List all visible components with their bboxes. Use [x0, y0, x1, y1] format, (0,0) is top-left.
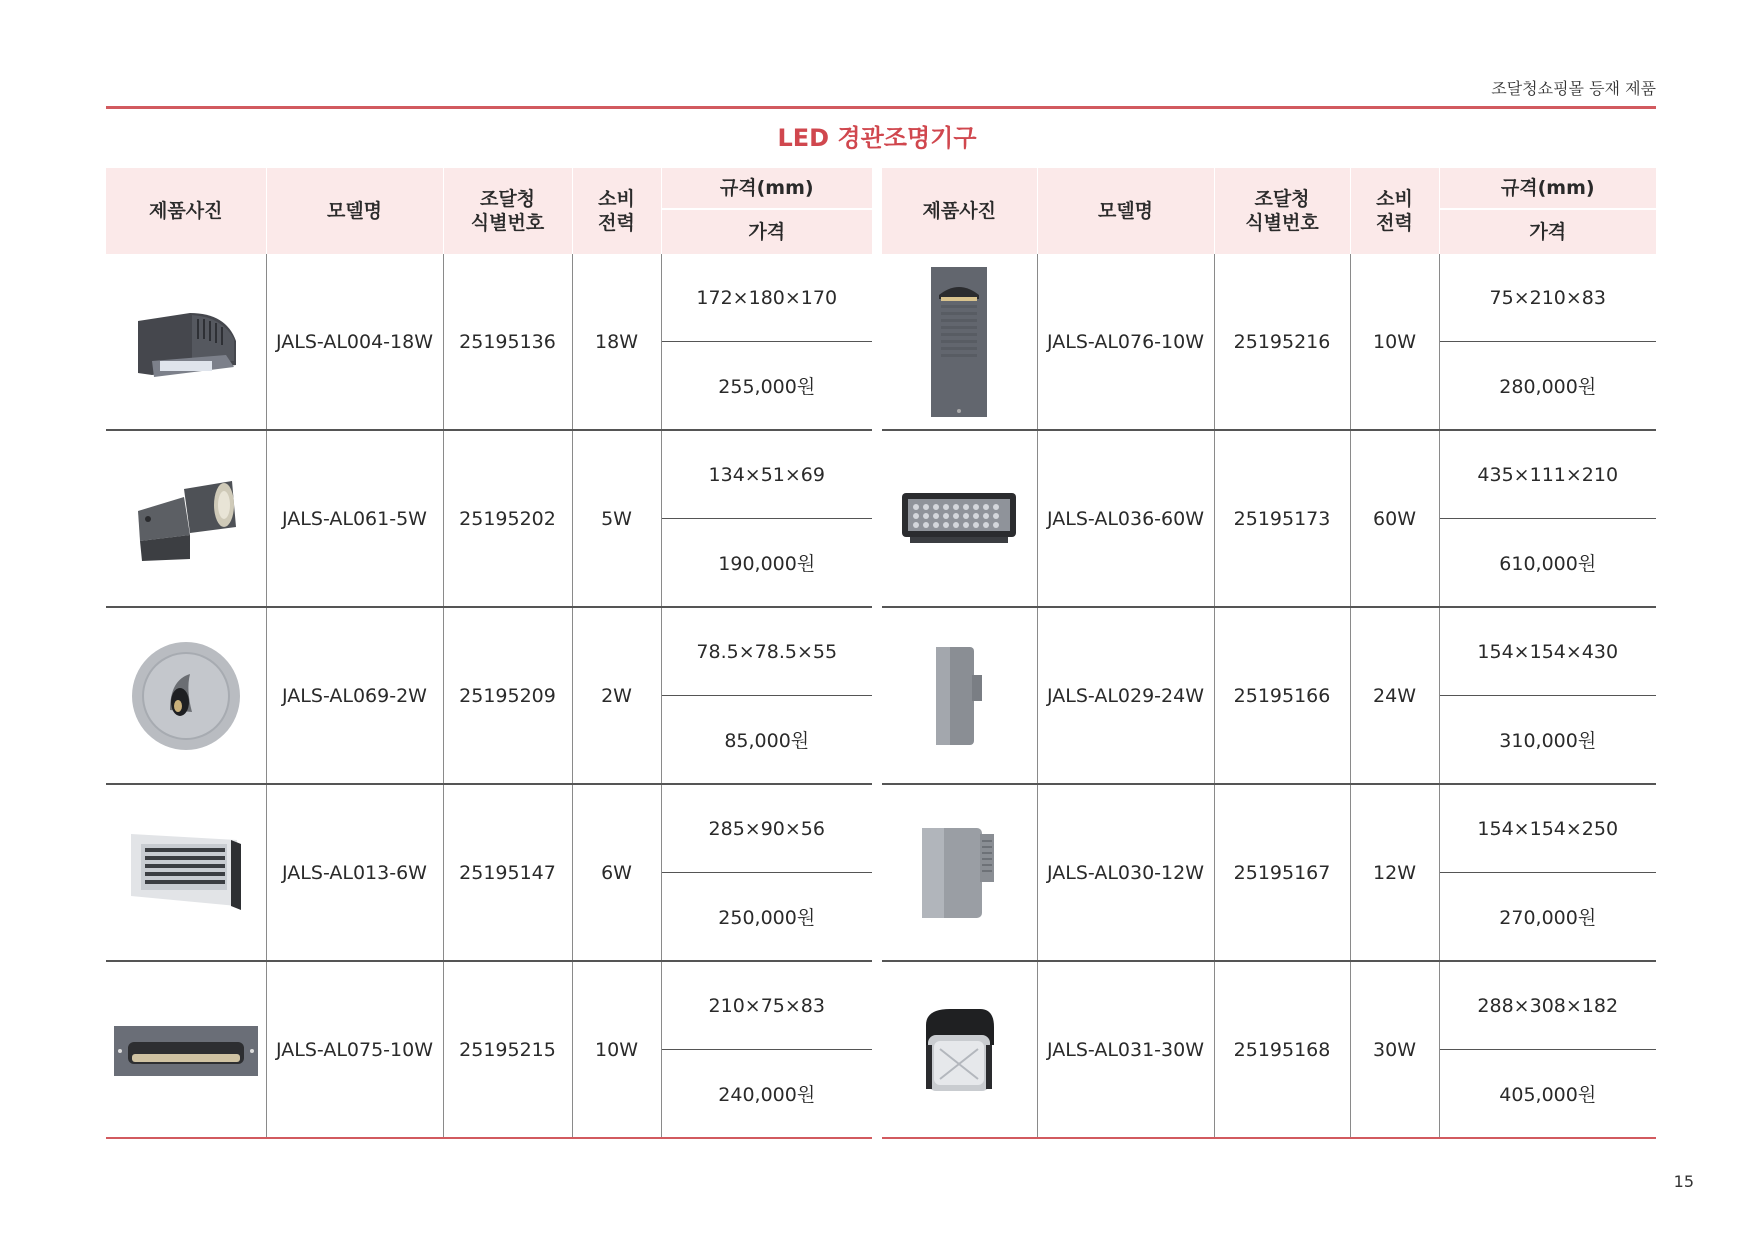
louvered-step-light-icon — [127, 830, 245, 916]
col-photo: 제품사진 — [882, 168, 1037, 254]
procurement-id: 25195215 — [443, 961, 572, 1138]
price: 240,000원 — [661, 1050, 872, 1139]
procurement-id: 25195167 — [1214, 784, 1350, 961]
product-table-left — [106, 168, 872, 1139]
product-photo — [882, 607, 1037, 784]
spot-light-icon — [128, 469, 244, 569]
bollard-wall-light-icon — [929, 265, 989, 419]
model-name: JALS-AL030-12W — [1037, 784, 1214, 961]
power: 60W — [1350, 430, 1439, 607]
spec: 435×111×210 — [1439, 430, 1656, 519]
product-photo — [882, 430, 1037, 607]
model-name: JALS-AL029-24W — [1037, 607, 1214, 784]
price: 255,000원 — [661, 342, 872, 431]
power: 6W — [572, 784, 661, 961]
short-cylinder-wall-light-icon — [920, 824, 998, 922]
cylinder-wall-light-icon — [934, 645, 984, 747]
power: 30W — [1350, 961, 1439, 1138]
product-photo — [882, 784, 1037, 961]
round-step-light-icon — [130, 640, 242, 752]
procurement-id: 25195173 — [1214, 430, 1350, 607]
col-power: 소비 전력 — [1350, 168, 1439, 254]
spec: 75×210×83 — [1439, 254, 1656, 342]
procurement-id: 25195168 — [1214, 961, 1350, 1138]
col-spec: 규격(mm) — [661, 168, 872, 209]
power: 10W — [572, 961, 661, 1138]
recessed-step-light-icon — [114, 1022, 258, 1078]
model-name: JALS-AL031-30W — [1037, 961, 1214, 1138]
page-title: LED 경관조명기구 — [777, 124, 977, 152]
header-divider — [106, 106, 1656, 109]
product-photo — [882, 961, 1037, 1138]
model-name: JALS-AL069-2W — [266, 607, 443, 784]
col-model: 모델명 — [1037, 168, 1214, 254]
catalog-label: 조달청쇼핑몰 등재 제품 — [1491, 79, 1656, 98]
led-floodlight-icon — [900, 489, 1018, 549]
power: 12W — [1350, 784, 1439, 961]
model-name: JALS-AL075-10W — [266, 961, 443, 1138]
col-id: 조달청 식별번호 — [443, 168, 572, 254]
wall-pack-light-icon — [920, 1005, 998, 1095]
procurement-id: 25195216 — [1214, 254, 1350, 430]
model-name: JALS-AL061-5W — [266, 430, 443, 607]
col-spec: 규격(mm) — [1439, 168, 1656, 209]
page-number: 15 — [1673, 1172, 1694, 1191]
model-name: JALS-AL076-10W — [1037, 254, 1214, 430]
power: 10W — [1350, 254, 1439, 430]
price: 610,000원 — [1439, 519, 1656, 608]
product-photo — [882, 254, 1037, 430]
spec: 154×154×250 — [1439, 784, 1656, 873]
procurement-id: 25195166 — [1214, 607, 1350, 784]
spec: 285×90×56 — [661, 784, 872, 873]
price: 405,000원 — [1439, 1050, 1656, 1139]
product-photo — [106, 961, 266, 1138]
flood-light-icon — [130, 299, 242, 385]
procurement-id: 25195209 — [443, 607, 572, 784]
model-name: JALS-AL036-60W — [1037, 430, 1214, 607]
spec: 210×75×83 — [661, 961, 872, 1050]
price: 190,000원 — [661, 519, 872, 608]
spec: 154×154×430 — [1439, 607, 1656, 696]
procurement-id: 25195136 — [443, 254, 572, 430]
price: 280,000원 — [1439, 342, 1656, 431]
col-power: 소비 전력 — [572, 168, 661, 254]
col-model: 모델명 — [266, 168, 443, 254]
power: 18W — [572, 254, 661, 430]
spec: 134×51×69 — [661, 430, 872, 519]
product-photo — [106, 607, 266, 784]
power: 24W — [1350, 607, 1439, 784]
spec: 172×180×170 — [661, 254, 872, 342]
procurement-id: 25195202 — [443, 430, 572, 607]
price: 85,000원 — [661, 696, 872, 785]
product-table-right — [882, 168, 1656, 1139]
model-name: JALS-AL013-6W — [266, 784, 443, 961]
col-id: 조달청 식별번호 — [1214, 168, 1350, 254]
model-name: JALS-AL004-18W — [266, 254, 443, 430]
procurement-id: 25195147 — [443, 784, 572, 961]
col-price: 가격 — [661, 209, 872, 254]
col-price: 가격 — [1439, 209, 1656, 254]
power: 5W — [572, 430, 661, 607]
power: 2W — [572, 607, 661, 784]
spec: 78.5×78.5×55 — [661, 607, 872, 696]
product-photo — [106, 784, 266, 961]
product-photo — [106, 430, 266, 607]
price: 310,000원 — [1439, 696, 1656, 785]
spec: 288×308×182 — [1439, 961, 1656, 1050]
price: 250,000원 — [661, 873, 872, 962]
col-photo: 제품사진 — [106, 168, 266, 254]
price: 270,000원 — [1439, 873, 1656, 962]
product-photo — [106, 254, 266, 430]
